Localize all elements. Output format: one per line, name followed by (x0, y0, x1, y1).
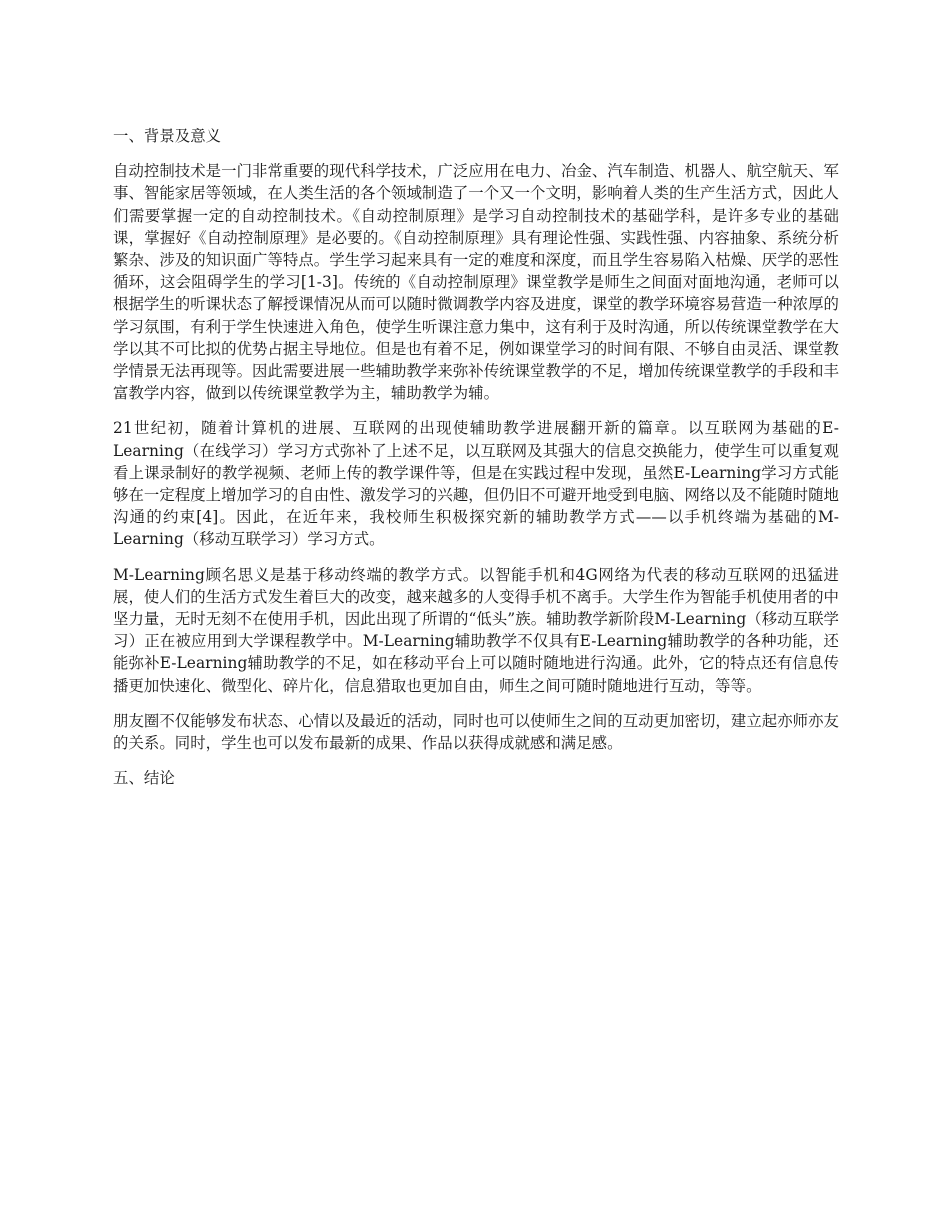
section-heading-background: 一、背景及意义 (113, 127, 222, 145)
paragraph-m-learning: M-Learning顾名思义是基于移动终端的教学方式。以智能手机和4G网络为代表的移动互联网的迅猛进展，使人们的生活方式发生着巨大的改变，越来越多的人变得手机不离手。大学生作为智能手机使用者的中坚力量，无时无刻不在使用手机，因此出现了所谓的“低头”族。辅助教学新阶段M-Learning（移动互联学习）正在被应用到大学课程教学中。M-Learning辅助教学不仅具有E-Learning辅助教学的各种功能，还能弥补E-Learning辅助教学的不足，如在移动平台上可以随时随地进行沟通。此外，它的特点还有信息传播更加快速化、微型化、碎片化，信息猎取也更加自由，师生之间可随时随地进行互动，等等。 (113, 565, 839, 695)
paragraph-moments: 朋友圈不仅能够发布状态、心情以及最近的活动，同时也可以使师生之间的互动更加密切，建立起亦师亦友的关系。同时，学生也可以发布最新的成果、作品以获得成就感和满足感。 (113, 711, 839, 753)
paragraph-intro: 自动控制技术是一门非常重要的现代科学技术，广泛应用在电力、冶金、汽车制造、机器人、航空航天、军事、智能家居等领域，在人类生活的各个领域制造了一个又一个文明，影响着人类的生产生活方式，因此人们需要掌握一定的自动控制技术。《自动控制原理》是学习自动控制技术的基础学科，是许多专业的基础课，掌握好《自动控制原理》是必要的。《自动控制原理》具有理论性强、实践性强、内容抽象、系统分析繁杂、涉及的知识面广等特点。学生学习起来具有一定的难度和深度，而且学生容易陷入枯燥、厌学的恶性循环，这会阻碍学生的学习[1-3]。传统的《自动控制原理》课堂教学是师生之间面对面地沟通，老师可以根据学生的听课状态了解授课情况从而可以随时微调教学内容及进度，课堂的教学环境容易营造一种浓厚的学习氛围，有利于学生快速进入角色，使学生听课注意力集中，这有利于及时沟通，所以传统课堂教学在大学以其不可比拟的优势占据主导地位。但是也有着不足，例如课堂学习的时间有限、不够自由灵活、课堂教学情景无法再现等。因此需要进展一些辅助教学来弥补传统课堂教学的不足，增加传统课堂教学的手段和丰富教学内容，做到以传统课堂教学为主，辅助教学为辅。 (113, 162, 839, 403)
paragraph-e-learning: 21世纪初，随着计算机的进展、互联网的出现使辅助教学进展翻开新的篇章。以互联网为基础的E-Learning（在线学习）学习方式弥补了上述不足，以互联网及其强大的信息交换能力，使学生可以重复观看上课录制好的教学视频、老师上传的教学课件等，但是在实践过程中发现，虽然E-Learning学习方式能够在一定程度上增加学习的自由性、激发学习的兴趣，但仍旧不可避开地受到电脑、网络以及不能随时随地沟通的约束[4]。因此，在近年来，我校师生积极探究新的辅助教学方式——以手机终端为基础的M-Learning（移动互联学习）学习方式。 (113, 419, 839, 549)
section-heading-conclusion: 五、结论 (113, 769, 175, 788)
document-body (113, 125, 839, 789)
